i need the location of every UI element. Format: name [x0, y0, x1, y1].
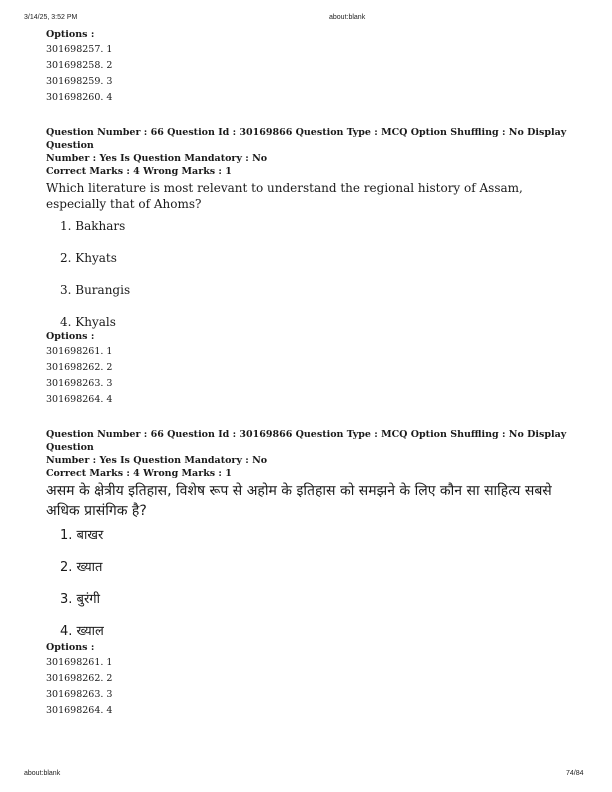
top-options-block [46, 28, 576, 106]
page-number: 74/84 [566, 770, 584, 777]
question-meta-cont: Number : Yes Is Question Mandatory : No [46, 455, 268, 466]
option-id: 301698262. 2 [46, 673, 113, 684]
header-url: about:blank [329, 14, 366, 21]
answer-choice: 4. ख्याल [60, 624, 104, 639]
option-id: 301698263. 3 [46, 689, 113, 700]
options-label: Options : [46, 331, 95, 342]
option-id: 301698261. 1 [46, 346, 113, 357]
answer-choices [60, 218, 576, 330]
option-id: 301698257. 1 [46, 44, 113, 55]
question-block-hindi [46, 428, 576, 719]
answer-choice: 4. Khyals [60, 315, 116, 329]
footer-url: about:blank [24, 770, 61, 777]
options-label: Options : [46, 642, 95, 653]
option-id: 301698264. 4 [46, 394, 113, 405]
answer-choice: 2. Khyats [60, 251, 117, 265]
question-marks: Correct Marks : 4 Wrong Marks : 1 [46, 166, 232, 177]
header-datetime: 3/14/25, 3:52 PM [24, 14, 78, 21]
question-meta: Question Number : 66 Question Id : 30169866 Question Type : MCQ Option Shuffling : No Display Question [46, 127, 567, 151]
option-id: 301698262. 2 [46, 362, 113, 373]
question-marks: Correct Marks : 4 Wrong Marks : 1 [46, 468, 232, 479]
question-block-english [46, 126, 576, 408]
option-id: 301698258. 2 [46, 60, 113, 71]
answer-choice: 2. ख्यात [60, 560, 103, 575]
option-id: 301698259. 3 [46, 76, 113, 87]
options-label: Options : [46, 29, 95, 40]
option-id: 301698263. 3 [46, 378, 113, 389]
question-meta: Question Number : 66 Question Id : 30169866 Question Type : MCQ Option Shuffling : No Display Question [46, 429, 567, 453]
answer-choice: 1. बाखर [60, 528, 104, 543]
question-meta-cont: Number : Yes Is Question Mandatory : No [46, 153, 268, 164]
answer-choices [60, 527, 576, 641]
option-id: 301698260. 4 [46, 92, 113, 103]
option-id: 301698264. 4 [46, 705, 113, 716]
question-text: असम के क्षेत्रीय इतिहास, विशेष रूप से अहोम के इतिहास को समझने के लिए कौन सा साहित्य सबसे अधिक प्रासंगिक है? [46, 483, 552, 519]
answer-choice: 1. Bakhars [60, 219, 126, 233]
option-id: 301698261. 1 [46, 657, 113, 668]
answer-choice: 3. Burangis [60, 283, 131, 297]
answer-choice: 3. बुरंगी [60, 592, 100, 607]
question-text: Which literature is most relevant to understand the regional history of Assam, especially that of Ahoms? [46, 181, 523, 211]
page-content [46, 28, 576, 719]
